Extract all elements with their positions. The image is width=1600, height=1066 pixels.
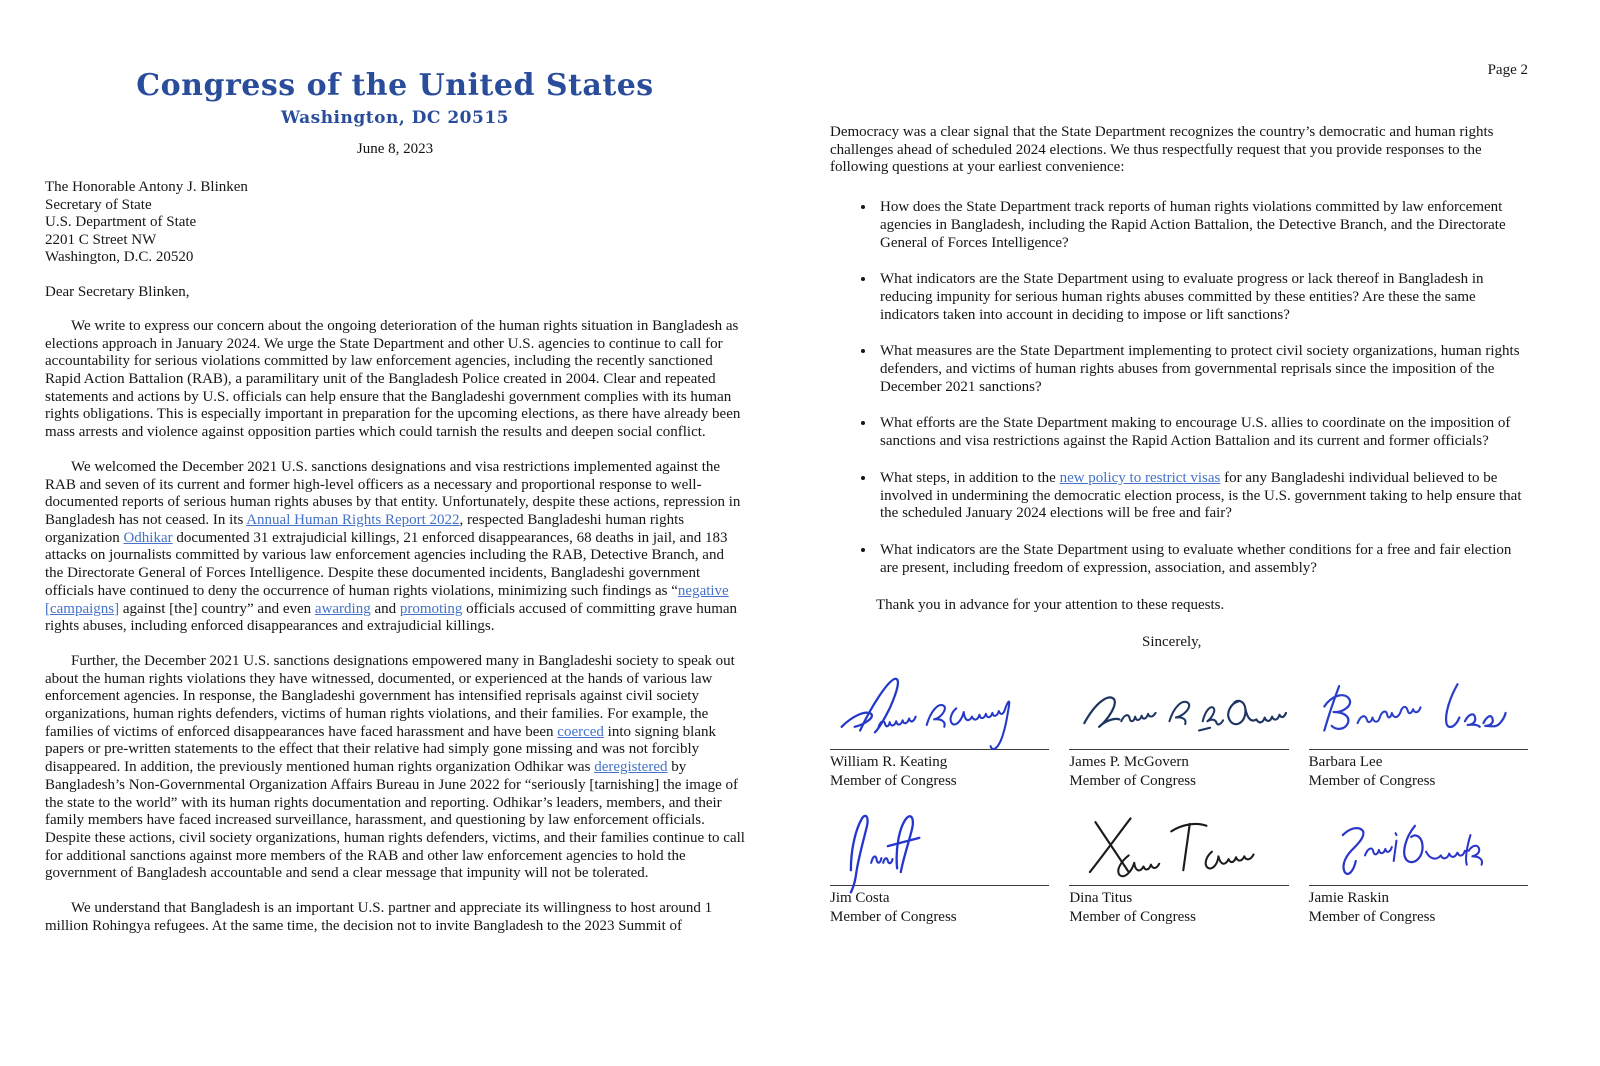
signer-title: Member of Congress [1308,909,1436,926]
text-run: and [370,600,400,617]
text-run: , respected Bangladeshi human rights organization [45,512,685,546]
letterhead-title: Congress of the United States [136,68,654,103]
signature-block [830,675,1528,927]
letter-date: June 8, 2023 [356,141,434,157]
signature-william-r-keating [830,675,1049,791]
questions-list [830,199,1528,577]
body-paragraph [45,459,745,636]
signature-rule [830,749,1049,750]
signature-barbara-lee [1309,675,1528,791]
recipient-line: U.S. Department of State [45,214,197,231]
inline-link[interactable]: new policy to restrict visas [1059,469,1221,486]
question-item [876,271,1528,324]
signer-name: Barbara Lee [1308,754,1383,771]
text-run: officials accused of committing grave human rights abuses, including enforced disappearances and extrajudicial killings. [45,600,738,635]
letterhead [45,68,745,158]
signer-name: Dina Titus [1069,890,1133,907]
recipient-line: Secretary of State [45,196,152,213]
signature-image-lee [1309,675,1528,749]
text-run: against [the] country” and even [119,600,315,617]
signature-dina-titus [1069,811,1288,927]
signer-title: Member of Congress [830,909,957,926]
signer-title: Member of Congress [1069,909,1196,926]
question-item [876,199,1528,252]
recipient-line: 2201 C Street NW [45,231,157,248]
text-run: Further, the December 2021 U.S. sanctions designations empowered many in Bangladeshi society to speak out about the human rights violations they have witnessed, documented, or experienced at the hands of various law enforcement agencies. In response, the Bangladeshi government has intensified reprisals against civil society organizations, human rights defenders, victims of human rights violations, and their families. For example, the families of victims of enforced disappearances have faced harassment and have been [45,652,735,740]
signer-title: Member of Congress [1069,773,1196,790]
valediction: Sincerely, [1142,634,1202,651]
body-paragraph [45,653,745,883]
salutation: Dear Secretary Blinken, [45,283,190,300]
page-2 [830,62,1528,927]
body-paragraph [45,318,745,442]
signer-name: Jamie Raskin [1308,890,1390,907]
signer-name: William R. Keating [830,754,948,771]
text-run: What indicators are the State Department using to evaluate whether conditions for a free and fair election are present, including freedom of expression, association, and assembly? [880,541,1512,576]
signature-image-mcgovern [1069,675,1288,749]
signature-rule [830,885,1049,886]
text-run: by Bangladesh’s Non-Governmental Organization Affairs Bureau in June 2022 for “seriously [tarnishing] the image of the state to the world” with its human rights documentation and reporting. Odhikar’s leaders, members, and their family members have faced increased surveillance, harassment, and questioning by law enforcement officials. Despite these actions, civil society organizations, human rights defenders, victims, and their families continue to call for additional sanctions against more members of the RAB and other law enforcement agencies to hold the government of Bangladesh accountable and send a clear message that impunity will not be tolerated. [45,759,745,882]
question-item [876,542,1528,577]
signature-jim-costa [830,811,1049,927]
recipient-line: The Honorable Antony J. Blinken [45,179,248,195]
text-run: We understand that Bangladesh is an important U.S. partner and appreciate its willingness to host around 1 million Rohingya refugees. At the same time, the decision not to invite Bangladesh to the 2023 Summit of [45,900,713,934]
inline-link[interactable]: coerced [557,723,604,740]
inline-link[interactable]: deregistered [594,759,668,776]
signature-james-p-mcgovern [1069,675,1288,791]
text-run: documented 31 extrajudicial killings, 21 enforced disappearances, 68 deaths in jail, and 183 attacks on journalists committed by various law enforcement agencies including the RAB, Detective Branch, and the Directorate General of Forces Intelligence. Despite these documented incidents, Bangladeshi government officials have continued to deny the occurrence of human rights violations, minimizing such findings as “ [45,529,728,599]
recipient-block [45,179,745,267]
signature-jamie-raskin [1309,811,1528,927]
signature-rule [1309,749,1528,750]
page-1 [45,68,745,935]
inline-link[interactable]: negative [campaigns] [45,582,729,617]
recipient-line: Washington, D.C. 20520 [45,249,194,266]
text-run: What efforts are the State Department making to encourage U.S. allies to coordinate on the imposition of sanctions and visa restrictions against the Rapid Action Battalion and its current and former officials? [880,415,1511,450]
body-paragraph [45,900,745,935]
question-item [876,343,1528,396]
signature-rule [1309,885,1528,886]
signature-image-raskin [1309,811,1528,885]
question-item [876,415,1528,450]
signer-title: Member of Congress [1308,773,1436,790]
continuation-paragraph: Democracy was a clear signal that the State Department recognizes the country’s democratic and human rights challenges ahead of scheduled 2024 elections. We thus respectfully request that you provide responses to the following questions at your earliest convenience: [830,124,1494,176]
signature-image-keating [830,675,1049,749]
signature-rule [1069,749,1288,750]
inline-link[interactable]: awarding [314,600,371,617]
signer-name: Jim Costa [830,890,890,907]
text-run: into signing blank papers or pre-written statements to the effect that their relative had simply gone missing and was not forcibly disappeared. In addition, the previously mentioned human rights organization Odhikar was [45,723,717,776]
page-number: Page 2 [1487,62,1528,78]
signer-name: James P. McGovern [1069,754,1189,771]
text-run: What measures are the State Department implementing to protect civil society organizations, human rights defenders, and victims of human rights abuses from governmental reprisals since the imposition of the December 2021 sanctions? [880,343,1520,395]
text-run: How does the State Department track reports of human rights violations committed by law enforcement agencies in Bangladesh, including the Rapid Action Battalion, the Detective Branch, and the Directorate General of Forces Intelligence? [880,199,1506,251]
inline-link[interactable]: Odhikar [123,529,173,546]
text-run: What indicators are the State Department using to evaluate progress or lack thereof in Bangladesh in reducing impunity for serious human rights abuses committed by these entities? Are these the same indicators taken into account in deciding to impose or lift sanctions? [880,271,1484,323]
signature-image-costa [830,811,1049,885]
text-run: What steps, in addition to the [880,469,1060,486]
closing-line: Thank you in advance for your attention to these requests. [876,597,1225,614]
signature-rule [1069,885,1288,886]
question-item [876,470,1528,523]
signer-title: Member of Congress [830,773,957,790]
inline-link[interactable]: promoting [399,600,463,617]
signature-image-titus [1069,811,1288,885]
text-run: for any Bangladeshi individual believed to be involved in undermining the democratic election process, is the U.S. government taking to help ensure that the scheduled January 2024 elections will be free and fair? [880,469,1522,522]
inline-link[interactable]: Annual Human Rights Report 2022 [246,512,460,528]
text-run: We welcomed the December 2021 U.S. sanctions designations and visa restrictions implemented against the RAB and seven of its current and former high-level officers as a necessary and proportional response to well-documented reports of serious human rights abuses by that entity. Unfortunately, despite these actions, repression in Bangladesh has not ceased. In its [45,458,741,528]
letterhead-address: Washington, DC 20515 [281,108,509,128]
text-run: We write to express our concern about the ongoing deterioration of the human rights situation in Bangladesh as elections approach in January 2024. We urge the State Department and other U.S. agencies to continue to call for accountability for serious violations committed by law enforcement agencies, including the recently sanctioned Rapid Action Battalion (RAB), a paramilitary unit of the Bangladesh Police created in 2004. Clear and repeated statements and actions by U.S. officials can help ensure that the Bangladeshi government complies with its human rights obligations. This is especially important in preparation for the upcoming elections, as there have already been mass arrests and violence against opposition parties which could tarnish the results and deepen social conflict. [45,317,741,441]
